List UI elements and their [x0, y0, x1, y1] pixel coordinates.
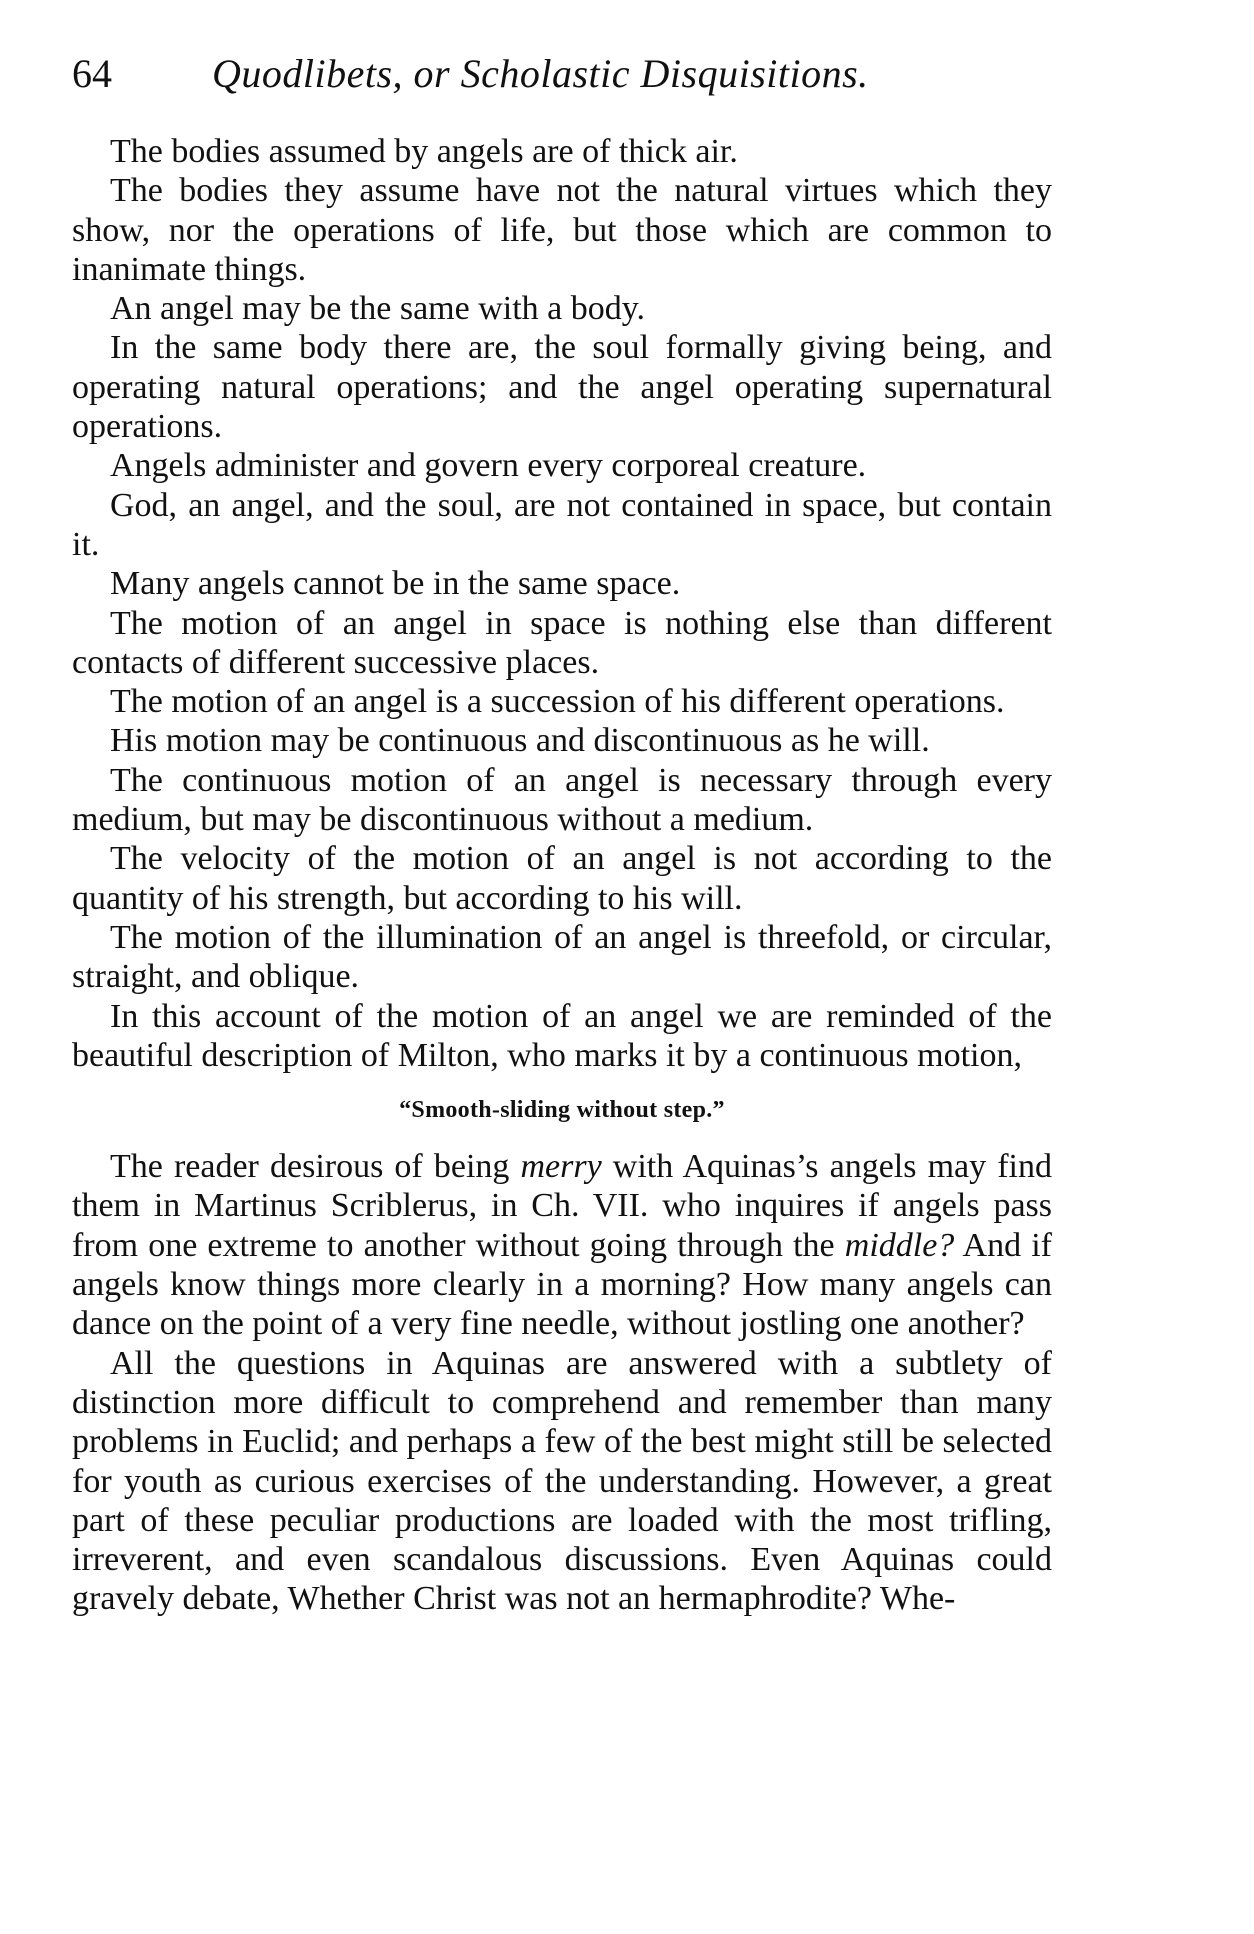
- proposition-paragraph: The motion of an angel is a succession of his different operations.: [110, 683, 1005, 721]
- emphasis-middle: middle?: [844, 1226, 955, 1264]
- proposition-paragraph: The motion of the illumination of an angel is threefold, or circular, straight, and oblique.: [72, 918, 1052, 996]
- proposition-paragraph: Angels administer and govern every corporeal creature.: [110, 447, 867, 485]
- reader-text-2: with Aquinas’s angels may find them in Martinus Scriblerus, in Ch. VII. who inquires if angels pass from one extreme to another without going through the: [72, 1148, 1052, 1264]
- proposition-paragraph: Many angels cannot be in the same space.: [110, 565, 681, 603]
- closing-paragraph: All the questions in Aquinas are answered with a subtlety of distinction more difficult to comprehend and remember than many problems in Euclid; and perhaps a few of the best might still be selected for youth as curious exercises of the understanding. However, a great part of these peculiar productions are loaded with the most trifling, irreverent, and even scandalous discussions. Even Aquinas could gravely debate, Whether Christ was not an hermaphrodite? Whe-: [72, 1344, 1052, 1618]
- proposition-paragraph: The velocity of the motion of an angel is not according to the quantity of his strength, but according to his will.: [72, 840, 1052, 917]
- reader-paragraph: [72, 1147, 1052, 1343]
- milton-quote: “Smooth-sliding without step.”: [399, 1097, 725, 1124]
- running-head: [72, 44, 1052, 104]
- proposition-paragraph: In the same body there are, the soul formally giving being, and operating natural operations; and the angel operating supernatural operations.: [72, 329, 1052, 446]
- proposition-paragraph: God, an angel, and the soul, are not contained in space, but contain it.: [72, 486, 1052, 563]
- emphasis-merry: merry: [520, 1148, 602, 1186]
- proposition-paragraph: The bodies they assume have not the natural virtues which they show, nor the operations of life, but those which are common to inanimate things.: [72, 172, 1052, 288]
- proposition-paragraph: The continuous motion of an angel is necessary through every medium, but may be discontinuous without a medium.: [72, 761, 1052, 839]
- running-title: Quodlibets, or Scholastic Disquisitions.: [212, 51, 869, 96]
- reader-text-3: And if angels know things more clearly in a morning? How many angels can dance on the point of a very fine needle, without jostling one another?: [72, 1226, 1052, 1343]
- reader-text-1: The reader desirous of being: [110, 1148, 521, 1186]
- milton-paragraph: In this account of the motion of an angel we are reminded of the beautiful description of Milton, who marks it by a continuous motion,: [72, 997, 1052, 1074]
- proposition-paragraph: The bodies assumed by angels are of thick air.: [110, 133, 738, 170]
- page-number: 64: [72, 51, 112, 96]
- proposition-paragraph: An angel may be the same with a body.: [110, 290, 646, 328]
- proposition-paragraph: His motion may be continuous and discontinuous as he will.: [110, 722, 930, 760]
- proposition-paragraph: The motion of an angel in space is nothing else than different contacts of different successive places.: [72, 604, 1052, 681]
- body-text: [72, 132, 1052, 1619]
